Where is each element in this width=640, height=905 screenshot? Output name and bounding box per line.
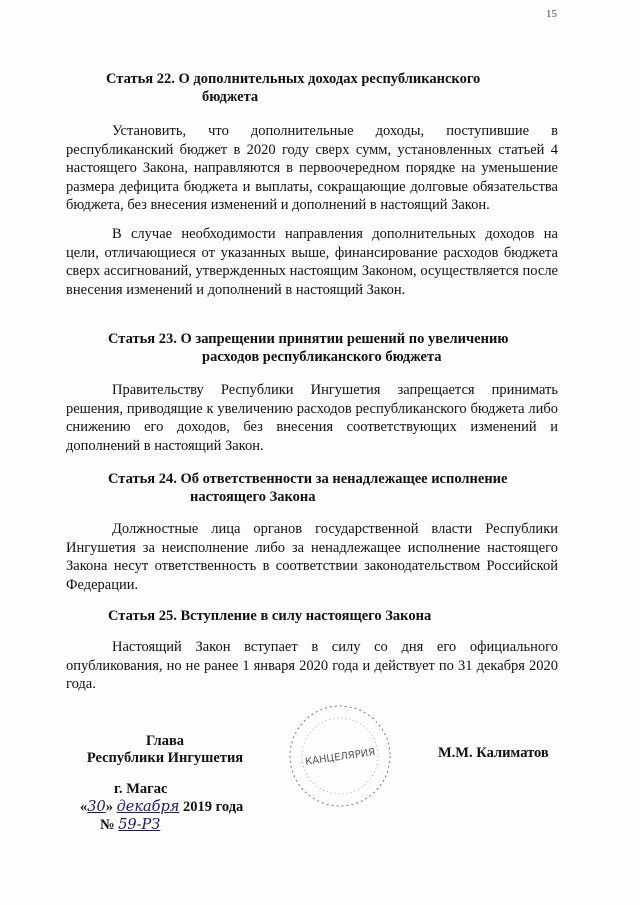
signatory-name: М.М. Калиматов — [438, 745, 549, 761]
date-day-handwritten: 30 — [87, 799, 106, 815]
signing-date — [80, 799, 243, 816]
article-23-paragraph-1: Правительству Республики Ингушетия запрещается принимать решения, приводящие к увеличению расходов республиканского бюджета либо снижению его доходов, без внесения соответствующих изменений и дополнений в настоящий Закон. — [66, 382, 558, 454]
date-year: 2019 года — [183, 799, 244, 815]
law-number — [100, 817, 160, 834]
date-close-quote: » — [105, 799, 113, 815]
signatory-position-line2: Республики Ингушетия — [86, 750, 244, 766]
seal-stamp — [284, 700, 396, 812]
signatory-position — [80, 733, 250, 767]
date-month-handwritten: декабря — [116, 799, 180, 815]
article-23-title-line2: расходов республиканского бюджета — [202, 349, 442, 365]
article-25-paragraph-1: Настоящий Закон вступает в силу со дня его официального опубликования, но не ранее 1 января 2020 года и действует по 31 декабря 2020 года. — [66, 639, 558, 692]
article-24-title-line2: настоящего Закона — [190, 489, 316, 505]
signatory-position-line1: Глава — [145, 733, 185, 749]
article-24-title-line1: Статья 24. Об ответственности за ненадлежащее исполнение — [108, 471, 508, 487]
article-22-paragraph-1: Установить, что дополнительные доходы, поступившие в республиканский бюджет в 2020 году сверх сумм, установленных статьей 4 настоящего Закона, направляются в первоочередном порядке на уменьшение размера дефицита бюджета и выплаты, сокращающие долговые обязательства бюджета, без внесения изменений и дополнений в настоящий Закон. — [66, 123, 558, 213]
date-open-quote: « — [80, 799, 88, 815]
number-prefix: № — [100, 817, 115, 833]
number-value-handwritten: 59-РЗ — [118, 817, 161, 833]
page-number: 15 — [546, 8, 557, 20]
article-23-title-line1: Статья 23. О запрещении принятии решений по увеличению — [108, 331, 509, 347]
article-25-title: Статья 25. Вступление в силу настоящего Закона — [108, 608, 432, 624]
article-22-title-line2: бюджета — [202, 89, 259, 105]
signing-place: г. Магас — [114, 781, 168, 797]
article-22-paragraph-2: В случае необходимости направления дополнительных доходов на цели, отличающиеся от указанных выше, финансирование расходов бюджета сверх ассигнований, утвержденных настоящим Законом, осуществляется после внесения изменений и дополнений в настоящий Закон. — [66, 226, 558, 298]
article-22-title-line1: Статья 22. О дополнительных доходах республиканского — [106, 71, 481, 87]
article-24-paragraph-1: Должностные лица органов государственной власти Республики Ингушетия за неисполнение либо за ненадлежащее исполнение настоящего Закона несут ответственность в соответствии законодательством Российской Федерации. — [66, 521, 558, 593]
stamp-text: КАНЦЕЛЯРИЯ — [304, 747, 376, 768]
